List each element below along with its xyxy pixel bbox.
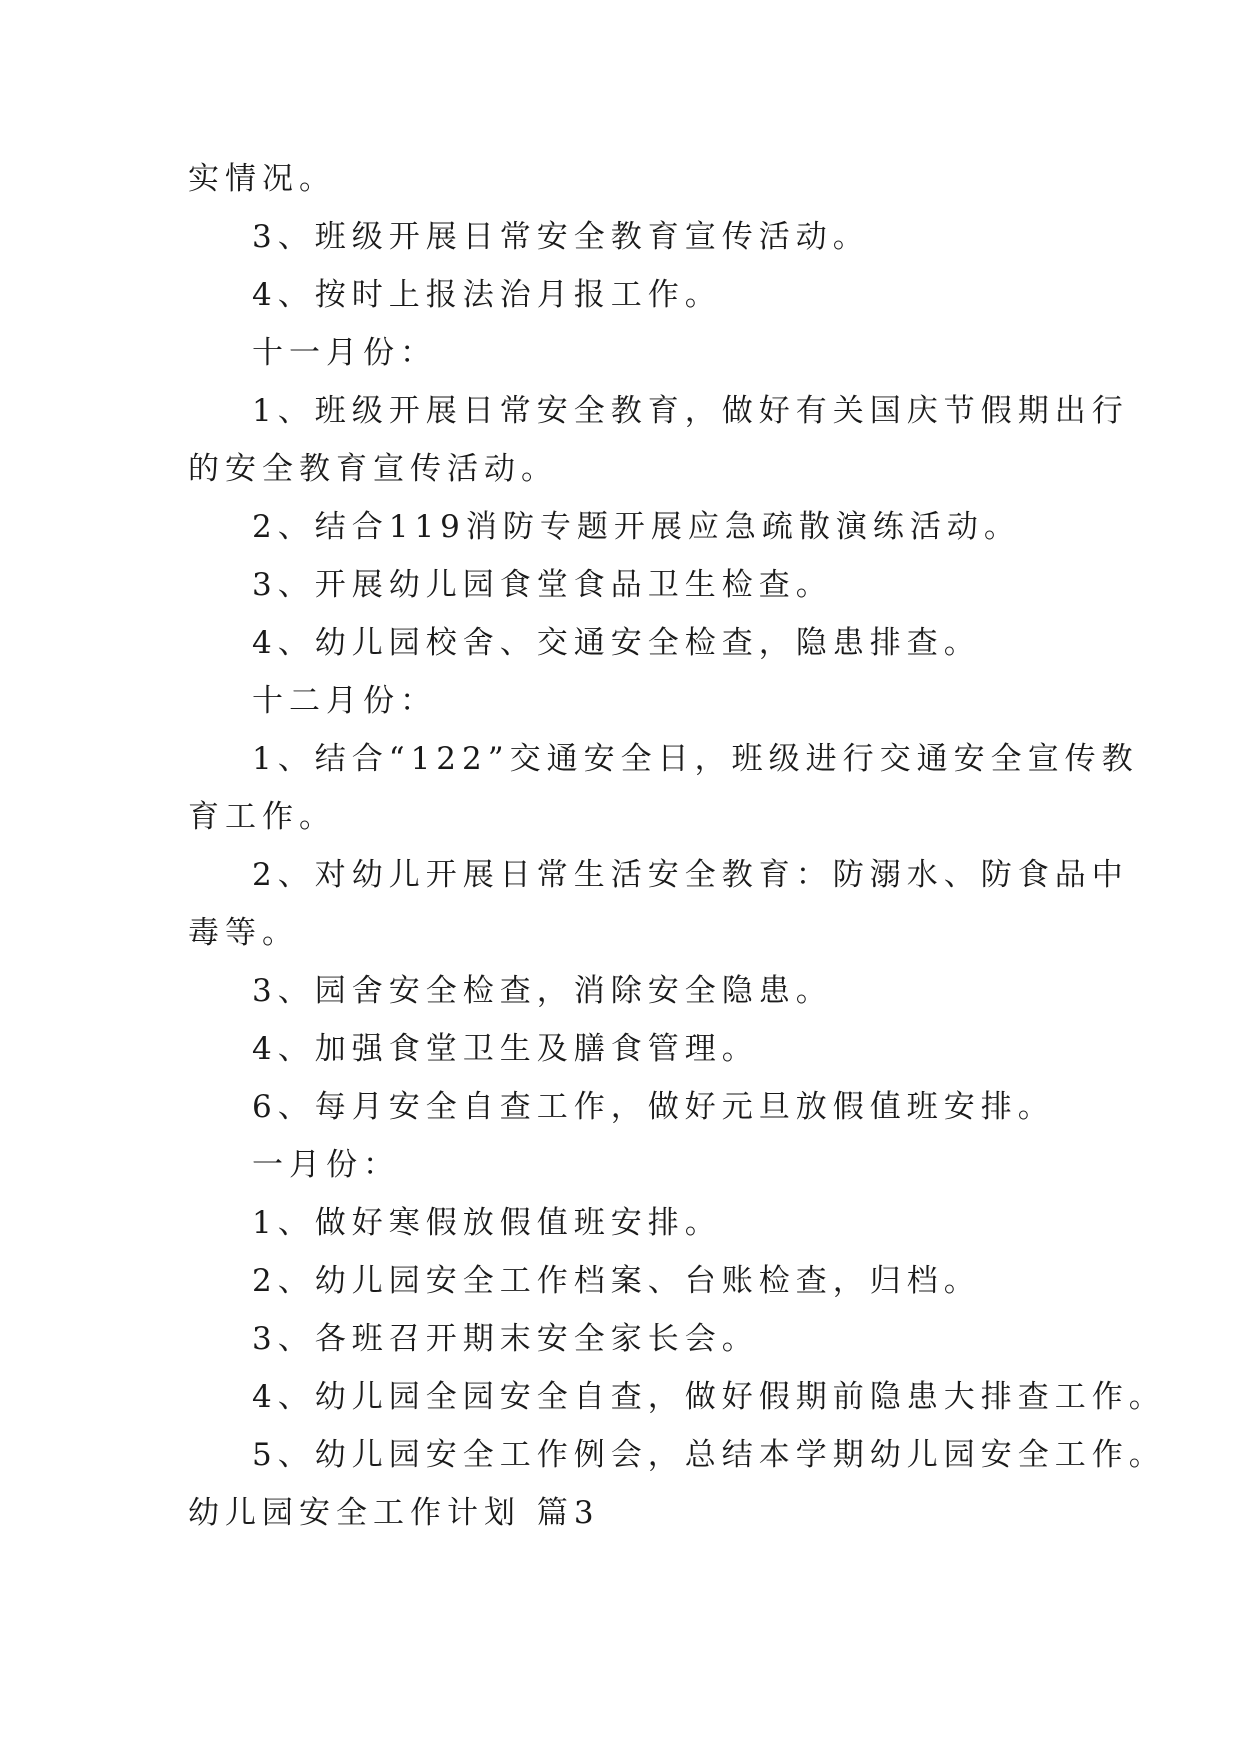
text-line: 的安全教育宣传活动。 — [188, 451, 558, 487]
section-heading-january: 一月份： — [252, 1147, 400, 1183]
text-line: 2、幼儿园安全工作档案、台账检查，归档。 — [252, 1263, 981, 1299]
text-line: 3、开展幼儿园食堂食品卫生检查。 — [252, 567, 833, 603]
text-line: 1、班级开展日常安全教育，做好有关国庆节假期出行 — [252, 393, 1129, 429]
section-heading-november: 十一月份： — [252, 335, 437, 371]
text-line: 1、结合“122”交通安全日，班级进行交通安全宣传教 — [252, 741, 1139, 777]
text-line: 2、结合119消防专题开展应急疏散演练活动。 — [252, 509, 1021, 545]
text-line: 1、做好寒假放假值班安排。 — [252, 1205, 722, 1241]
text-line: 4、按时上报法治月报工作。 — [252, 277, 722, 313]
text-line: 3、各班召开期末安全家长会。 — [252, 1321, 759, 1357]
text-line: 实情况。 — [188, 161, 336, 197]
text-line: 4、加强食堂卫生及膳食管理。 — [252, 1031, 759, 1067]
text-line: 毒等。 — [188, 915, 299, 951]
text-line: 4、幼儿园校舍、交通安全检查，隐患排查。 — [252, 625, 981, 661]
text-line: 3、园舍安全检查，消除安全隐患。 — [252, 973, 833, 1009]
text-line: 6、每月安全自查工作，做好元旦放假值班安排。 — [252, 1089, 1055, 1125]
text-line: 5、幼儿园安全工作例会，总结本学期幼儿园安全工作。 — [252, 1437, 1166, 1473]
text-line: 3、班级开展日常安全教育宣传活动。 — [252, 219, 870, 255]
text-line: 4、幼儿园全园安全自查，做好假期前隐患大排查工作。 — [252, 1379, 1166, 1415]
document-section-title: 幼儿园安全工作计划 篇3 — [188, 1495, 600, 1531]
text-line: 2、对幼儿开展日常生活安全教育：防溺水、防食品中 — [252, 857, 1129, 893]
document-body — [188, 150, 1166, 1542]
text-line: 育工作。 — [188, 799, 336, 835]
section-heading-december: 十二月份： — [252, 683, 437, 719]
